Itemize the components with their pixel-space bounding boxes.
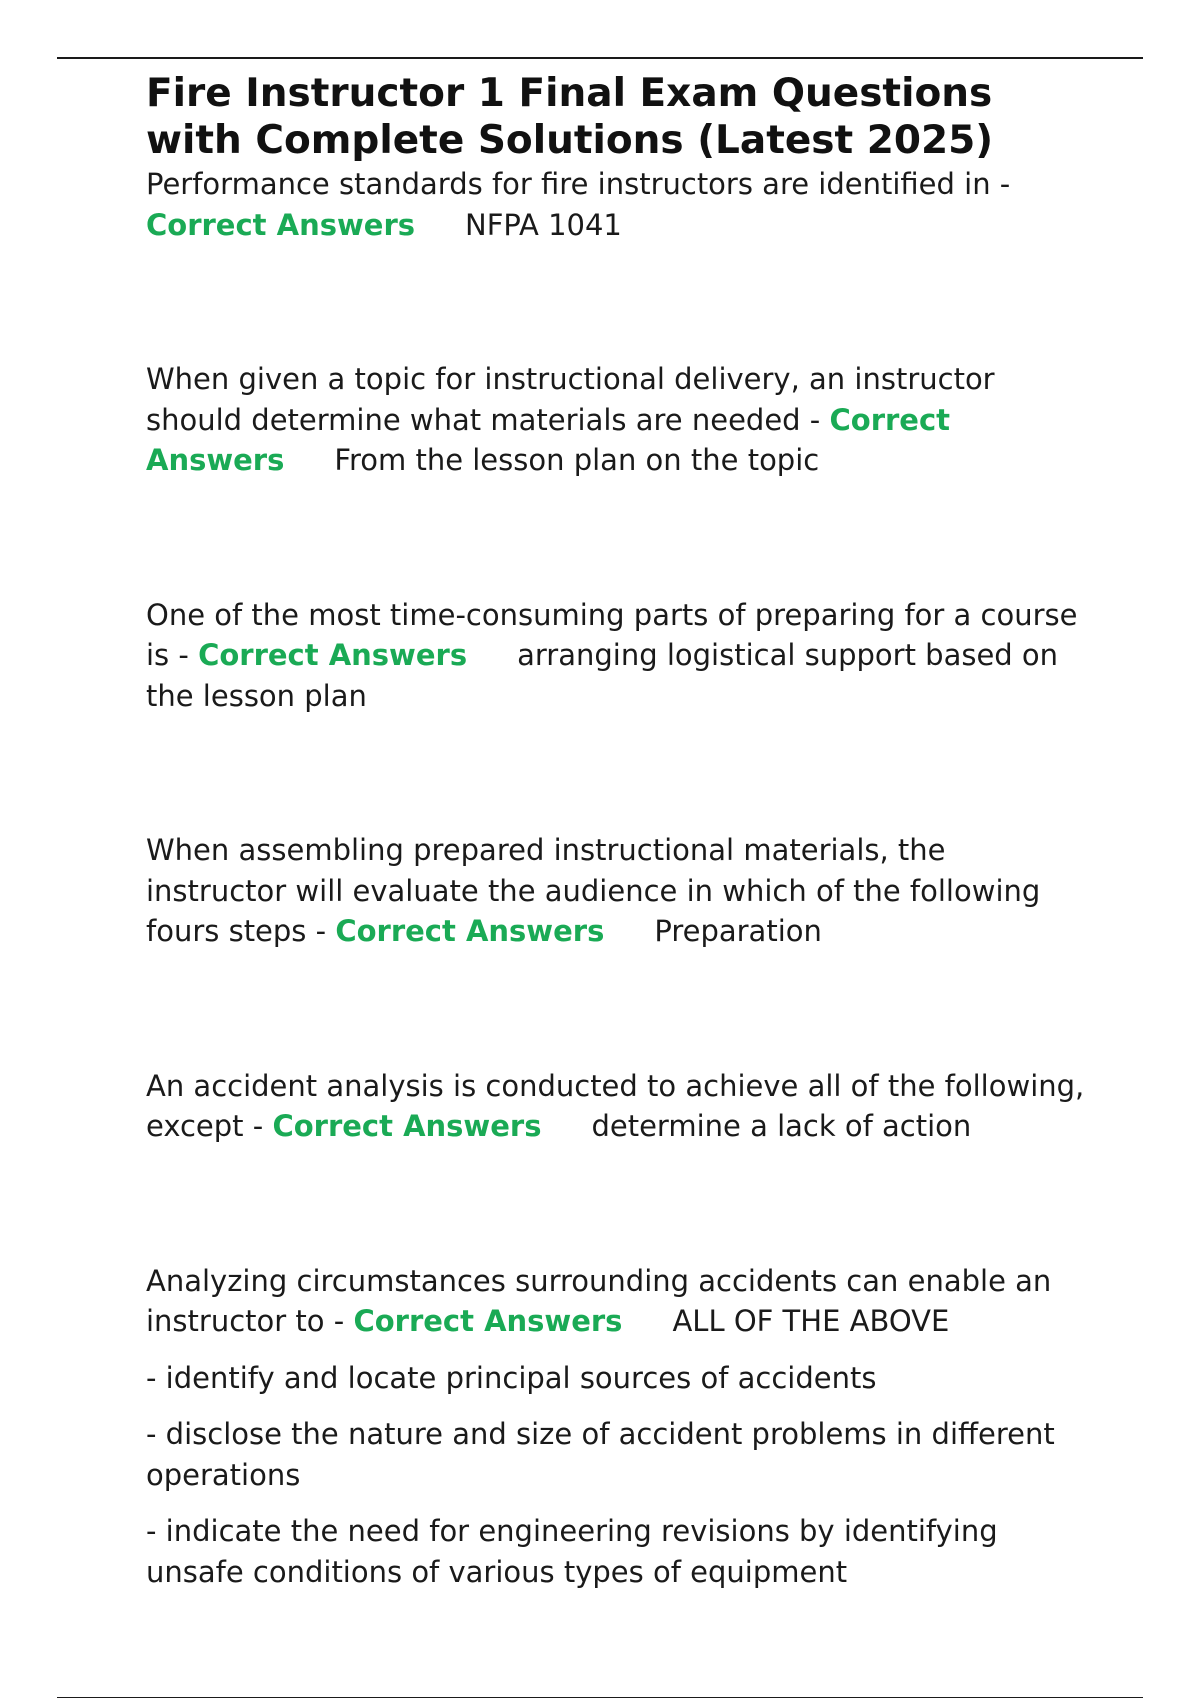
answer-text: arranging logistical support based on the lesson plan — [146, 638, 1059, 713]
answer-text: NFPA 1041 — [465, 207, 622, 242]
answer-text: determine a lack of action — [591, 1109, 972, 1143]
question-text: One of the most time-consuming parts of preparing for a course is - — [146, 597, 1078, 672]
answer-text: From the lesson plan on the topic — [334, 443, 820, 477]
qa-item — [146, 359, 1091, 481]
qa-item — [146, 1261, 1091, 1342]
answer-label: Correct Answers — [272, 1109, 542, 1143]
qa-item — [146, 830, 1091, 952]
answer-label: Correct Answers — [146, 402, 951, 477]
answer-label: Correct Answers — [353, 1304, 623, 1338]
question-text: When assembling prepared instructional materials, the instructor will evaluate the audience in which of the following fours steps - — [146, 833, 1041, 948]
question-text: When given a topic for instructional delivery, an instructor should determine what materials are needed - — [146, 362, 995, 437]
answer-detail: - indicate the need for engineering revisions by identifying unsafe conditions of various types of equipment — [146, 1514, 998, 1589]
answer-label: Correct Answers — [146, 207, 416, 242]
answer-detail: - disclose the nature and size of accident problems in different operations — [146, 1417, 1055, 1492]
answer-detail: - identify and locate principal sources of accidents — [146, 1360, 877, 1395]
document-title: Fire Instructor 1 Final Exam Questions with Complete Solutions (Latest 2025) — [146, 71, 994, 163]
answer-label: Correct Answers — [335, 914, 605, 948]
qa-item — [146, 164, 1091, 245]
question-text: An accident analysis is conducted to achieve all of the following, except - — [146, 1068, 1085, 1143]
top-rule — [57, 57, 1143, 59]
question-text: Performance standards for fire instructors are identified in - — [146, 167, 1011, 201]
answer-text: Preparation — [654, 914, 822, 948]
answer-text: ALL OF THE ABOVE — [672, 1304, 950, 1338]
qa-item — [146, 595, 1091, 717]
qa-item — [146, 1066, 1091, 1147]
bottom-rule — [57, 1697, 1143, 1698]
document-body — [146, 70, 1091, 1592]
answer-label: Correct Answers — [198, 638, 468, 672]
question-text: Analyzing circumstances surrounding accidents can enable an instructor to - — [146, 1263, 1052, 1338]
